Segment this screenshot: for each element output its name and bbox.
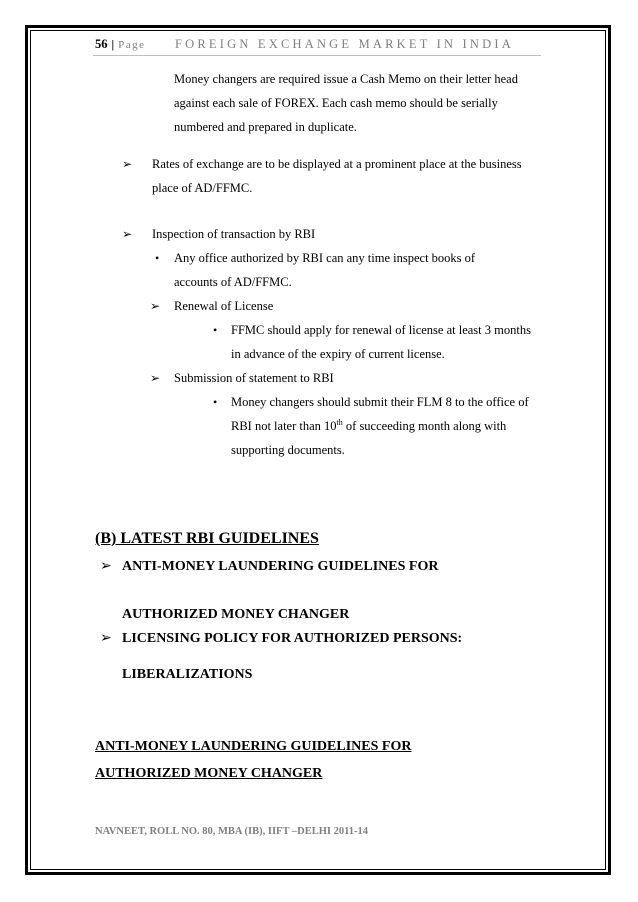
submission-line2 [231, 413, 506, 439]
para1-line2: against each sale of FOREX. Each cash memo should be serially [174, 96, 498, 110]
header-rule [93, 55, 541, 56]
section-b-heading: (B) LATEST RBI GUIDELINES [95, 530, 319, 547]
arrow-bullet-icon: ➢ [122, 227, 133, 241]
section-b-item1-line1: ANTI-MONEY LAUNDERING GUIDELINES FOR [122, 559, 439, 574]
page-footer: NAVNEET, ROLL NO. 80, MBA (IB), IIFT –DELHI 2011-14 [95, 826, 369, 837]
sub-heading-line2: AUTHORIZED MONEY CHANGER [95, 766, 323, 781]
arrow-bullet-icon: ➢ [150, 299, 161, 313]
inspection-bullet-line2: accounts of AD/FFMC. [174, 275, 292, 289]
section-b-item2-line1: LICENSING POLICY FOR AUTHORIZED PERSONS: [122, 631, 463, 646]
bullet-icon: • [213, 323, 218, 337]
submission-heading: Submission of statement to RBI [174, 371, 334, 385]
rates-line1: Rates of exchange are to be displayed at a prominent place at the business [152, 157, 522, 171]
header-separator: | [111, 37, 115, 51]
arrow-bullet-icon: ➢ [122, 157, 133, 171]
bullet-icon: • [155, 251, 160, 265]
sub-heading-line1: ANTI-MONEY LAUNDERING GUIDELINES FOR [95, 739, 412, 754]
inspection-heading: Inspection of transaction by RBI [152, 227, 316, 241]
rates-line2: place of AD/FFMC. [152, 181, 253, 195]
section-b-item1-line2: AUTHORIZED MONEY CHANGER [122, 607, 350, 622]
superscript-th: th [336, 417, 343, 427]
submission-line2-post: of succeeding month along with [342, 419, 507, 433]
renewal-bullet-line2: in advance of the expiry of current license. [231, 347, 445, 361]
para1-line1: Money changers are required issue a Cash Memo on their letter head [174, 72, 518, 86]
section-b-item2-line2: LIBERALIZATIONS [122, 667, 253, 682]
submission-line2-pre: RBI not later than 10 [231, 419, 337, 433]
bullet-icon: • [213, 395, 218, 409]
page-header [95, 37, 542, 55]
para1-line3: numbered and prepared in duplicate. [174, 120, 357, 134]
page-number: 56 [95, 37, 108, 51]
arrow-bullet-icon: ➢ [100, 631, 112, 646]
renewal-bullet-line1: FFMC should apply for renewal of license at least 3 months [231, 323, 531, 337]
renewal-heading: Renewal of License [174, 299, 274, 313]
arrow-bullet-icon: ➢ [100, 559, 112, 574]
header-title: FOREIGN EXCHANGE MARKET IN INDIA [175, 37, 514, 51]
inspection-bullet-line1: Any office authorized by RBI can any time inspect books of [174, 251, 476, 265]
page-word: Page [118, 39, 146, 51]
submission-line1: Money changers should submit their FLM 8 to the office of [231, 395, 529, 409]
submission-line3: supporting documents. [231, 443, 345, 457]
arrow-bullet-icon: ➢ [150, 371, 161, 385]
